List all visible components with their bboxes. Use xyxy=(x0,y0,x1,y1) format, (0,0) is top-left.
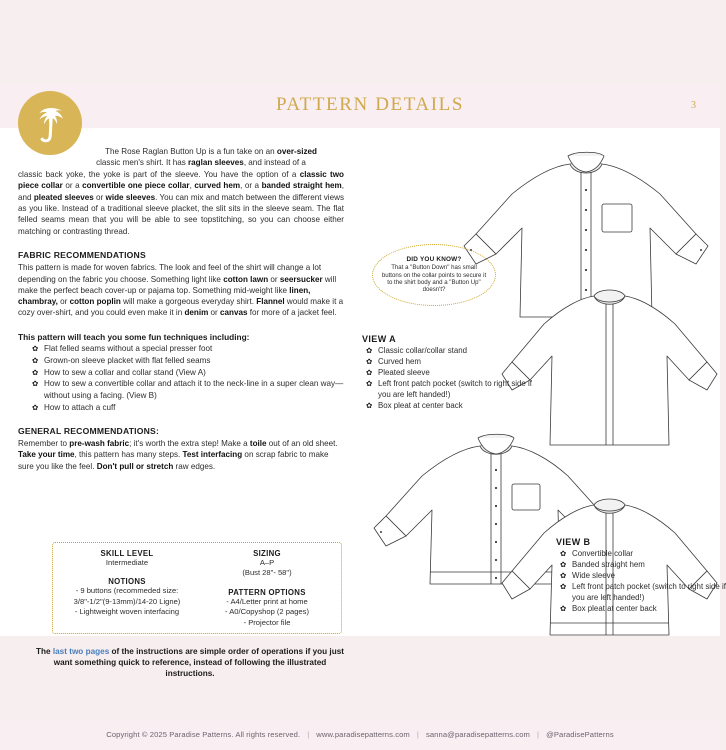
footer-separator: | xyxy=(536,730,540,739)
list-item: ✿ How to sew a collar and collar stand (View A) xyxy=(32,367,206,377)
list-item: ✿ Wide sleeve xyxy=(560,571,615,581)
did-you-know-bubble xyxy=(372,244,496,306)
list-item: ✿ Left front patch pocket (switch to right side if you are left handed!) xyxy=(366,379,532,399)
footer-separator: | xyxy=(307,730,310,739)
general-recommendations-heading: GENERAL RECOMMENDATIONS: xyxy=(18,426,160,437)
pattern-options-line-2: - A0/Copyshop (2 pages) xyxy=(224,607,309,617)
info-column-left xyxy=(57,549,197,629)
flower-bullet-icon: ✿ xyxy=(560,560,567,570)
last-pages-callout: The last two pages of the instructions are simple order of operations if you just want something quick to reference, instead of following the illustrated instructions. xyxy=(35,647,344,678)
skill-level-value: Intermediate xyxy=(105,558,149,567)
copyright-text: Copyright © 2025 Paradise Patterns. All rights reserved. xyxy=(106,730,301,739)
sizing-value-bust: (Bust 28"- 58") xyxy=(242,568,292,578)
techniques-heading: This pattern will teach you some fun techniques including: xyxy=(18,331,250,342)
flower-bullet-icon: ✿ xyxy=(32,367,39,377)
list-item: ✿ Classic collar/collar stand xyxy=(366,346,468,355)
left-text-column xyxy=(18,146,344,472)
view-b-block xyxy=(556,537,726,615)
email-link[interactable]: sanna@paradisepatterns.com xyxy=(425,730,530,739)
notions-line-2: 3/8"-1/2"(9-13mm)/14-20 Ligne) xyxy=(73,596,181,606)
list-item: ✿ How to attach a cuff xyxy=(32,402,116,412)
notions-heading: NOTIONS xyxy=(108,577,146,587)
intro-paragraph: The Rose Raglan Button Up is a fun take on an over-sized classic men's shirt. It has raglan sleeves, and instead of a classic back yoke, the yoke is part of the sleeve. You have the option of a classic two piece collar or a convertible one piece collar, curved hem, or a banded straight hem, and pleated sleeves or wide sleeves. You can mix and match between the different views as you like. Instead of a traditional sleeve placket, the slit sits in the sleeve seam. The flat felled seams mean that you will be able to see topstitching, so you can choose either matching or contrasting thread. xyxy=(18,147,344,236)
flower-bullet-icon: ✿ xyxy=(366,379,373,389)
pattern-options-line-1: - A4/Letter print at home xyxy=(226,596,308,606)
did-you-know-text: That a "Button Down" has small buttons on the collar points to secure it to the shirt body and a "Button Up" doesn't? xyxy=(381,264,487,294)
general-recommendations-text: Remember to pre-wash fabric; it's worth the extra step! Make a toile out of an old sheet. Take your time, this pattern has many steps. Test interfacing on scrap fabric to make sure you like the feel. Don't pull or stretch raw edges. xyxy=(18,439,338,471)
list-item: ✿ Curved hem xyxy=(366,357,421,367)
flower-bullet-icon: ✿ xyxy=(32,343,39,353)
flower-bullet-icon: ✿ xyxy=(32,355,39,365)
page-title: PATTERN DETAILS xyxy=(276,94,465,115)
list-item: ✿ Flat felled seams without a special presser foot xyxy=(32,343,213,353)
pattern-options-heading: PATTERN OPTIONS xyxy=(228,587,306,597)
notions-line-3: - Lightweight woven interfacing xyxy=(74,607,180,617)
pattern-options-line-3: - Projector file xyxy=(243,617,291,627)
flower-bullet-icon: ✿ xyxy=(366,368,373,378)
flower-bullet-icon: ✿ xyxy=(560,549,567,558)
flower-bullet-icon: ✿ xyxy=(366,357,373,367)
website-link[interactable]: www.paradisepatterns.com xyxy=(316,730,410,739)
did-you-know-heading: DID YOU KNOW? xyxy=(406,256,462,264)
flower-bullet-icon: ✿ xyxy=(32,379,39,389)
sizing-heading: SIZING xyxy=(253,549,281,558)
view-b-list xyxy=(560,549,726,615)
view-a-title: VIEW A xyxy=(362,334,397,344)
list-item: ✿ Convertible collar xyxy=(560,549,633,558)
page-sheet xyxy=(0,84,726,739)
list-item: ✿ Box pleat at center back xyxy=(366,400,463,410)
techniques-list xyxy=(32,343,344,413)
fabric-recommendations-heading: FABRIC RECOMMENDATIONS xyxy=(18,250,146,261)
notions-line-1: - 9 buttons (recommeded size: xyxy=(75,586,179,596)
skill-level-heading: SKILL LEVEL xyxy=(100,549,154,558)
last-two-pages-link[interactable]: last two pages xyxy=(52,647,110,656)
list-item: ✿ Box pleat at center back xyxy=(560,603,657,613)
flower-bullet-icon: ✿ xyxy=(560,582,567,592)
info-column-right xyxy=(197,549,337,629)
page-number: 3 xyxy=(691,100,696,111)
pattern-info-box xyxy=(52,542,342,634)
footer-separator: | xyxy=(416,730,419,739)
list-item: ✿ Left front patch pocket (switch to right side if you are left handed!) xyxy=(560,582,726,602)
flower-bullet-icon: ✿ xyxy=(560,603,567,613)
flower-bullet-icon: ✿ xyxy=(366,346,373,355)
view-a-block xyxy=(362,334,542,412)
sizing-value-range: A–P xyxy=(259,558,275,567)
flower-bullet-icon: ✿ xyxy=(32,402,39,412)
view-b-title: VIEW B xyxy=(556,537,591,547)
list-item: ✿ Pleated sleeve xyxy=(366,368,430,378)
fabric-recommendations-text: This pattern is made for woven fabrics. The look and feel of the shirt will change a lot depending on the fabric you choose. Something light like cotton lawn or seersucker will make the perfect beach cover-up or pajama top. Something mid-weight like linen, chambray, or cotton poplin will make a gorgeous everyday shirt. Flannel would make it a cozy over-shirt, and you could even make it in denim or canvas for more of a jacket feel. xyxy=(18,263,344,318)
social-handle: @ParadisePatterns xyxy=(546,730,614,739)
view-a-list xyxy=(366,346,542,412)
list-item: ✿ How to sew a convertible collar and attach it to the neck-line in a super clean way—without using a facing. (View B) xyxy=(32,379,344,400)
flower-bullet-icon: ✿ xyxy=(366,400,373,410)
list-item: ✿ Banded straight hem xyxy=(560,560,645,570)
list-item: ✿ Grown-on sleeve placket with flat felled seams xyxy=(32,355,211,365)
palm-tree-monogram-logo xyxy=(18,91,82,155)
footer xyxy=(0,730,720,739)
flower-bullet-icon: ✿ xyxy=(560,571,567,581)
